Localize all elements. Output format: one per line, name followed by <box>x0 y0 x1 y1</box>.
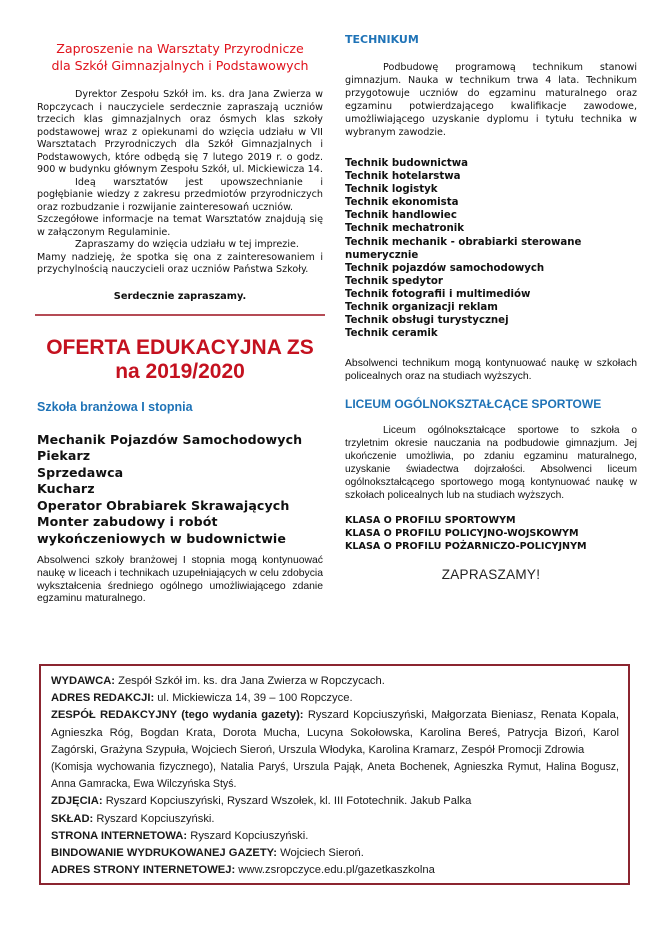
colophon-url <box>51 862 619 879</box>
branch-profession-item: Sprzedawca <box>37 464 124 480</box>
right-column <box>345 33 637 582</box>
invitation-signoff: Serdecznie zapraszamy. <box>113 290 247 302</box>
technikum-profession-item: Technik organizacji reklam <box>345 302 498 314</box>
team-value: Ryszard Kopciuszyński, Małgorzata Bieniasz, Renata Kopala, Agnieszka Róg, Bogdan Krata, Dorota Mucha, Lucyna Sokołowska, Karolina Bereś, Patrycja Bizoń, Karol Zagórski, Grażyna Szypuła, Wojciech Sieroń, Urszula Włodyka, Karolina Kramarz, Zespół Promocji Zdrowia <box>51 709 619 756</box>
photos-label: ZDJĘCIA: <box>51 795 103 808</box>
technikum-profession-item: Technik logistyk <box>345 184 438 196</box>
invitation-paragraph-3-cont: Mamy nadzieję, że spotka się ona z zainteresowaniem i przychylnością nauczycieli oraz uczniów Państwa Szkoły. <box>37 251 323 275</box>
branch-profession-item: Monter zabudowy i robót wykończeniowych w budownictwie <box>37 514 286 546</box>
colophon-publisher <box>51 673 619 690</box>
technikum-profession-item: Technik fotografii i multimediów <box>345 288 531 300</box>
binding-label: BINDOWANIE WYDRUKOWANEJ GAZETY: <box>51 847 278 860</box>
publisher-value: Zespół Szkół im. ks. dra Jana Zwierza w Ropczycach. <box>115 675 385 687</box>
branch-school-professions <box>37 432 323 548</box>
address-value: ul. Mickiewicza 14, 39 – 100 Ropczyce. <box>154 692 353 705</box>
offer-title-line1: OFERTA EDUKACYJNA ZS <box>46 335 314 359</box>
technikum-profession-item: Technik obsługi turystycznej <box>345 315 509 327</box>
left-column <box>37 40 323 606</box>
technikum-profession-item: Technik hotelarstwa <box>345 171 461 183</box>
invitation-title-line2: dla Szkół Gimnazjalnych i Podstawowych <box>51 58 309 73</box>
liceum-class-item: KLASA O PROFILU POLICYJNO-WOJSKOWYM <box>345 528 579 540</box>
team-label: ZESPÓŁ REDAKCYJNY (tego wydania gazety): <box>51 709 304 722</box>
invitation-paragraph-2-cont: Szczegółowe informacje na temat Warsztatów znajdują się w załączonym Regulaminie. <box>37 214 323 238</box>
technikum-profession-item: Technik ekonomista <box>345 197 459 209</box>
url-label: ADRES STRONY INTERNETOWEJ: <box>51 864 236 877</box>
branch-profession-item: Piekarz <box>37 448 91 463</box>
liceum-class-item: KLASA O PROFILU POŻARNICZO-POLICYJNYM <box>345 541 587 553</box>
liceum-description <box>345 424 637 502</box>
technikum-profession-item: Technik spedytor <box>345 275 443 287</box>
colophon-team <box>51 707 619 759</box>
layout-label: SKŁAD: <box>51 812 94 825</box>
publisher-label: WYDAWCA: <box>51 675 116 687</box>
liceum-title: LICEUM OGÓLNOKSZTAŁCĄCE SPORTOWE <box>345 397 602 412</box>
address-label: ADRES REDAKCJI: <box>51 692 155 705</box>
layout-value: Ryszard Kopciuszyński. <box>93 812 215 825</box>
website-label: STRONA INTERNETOWA: <box>51 829 188 842</box>
branch-school-note: Absolwenci szkoły branżowej I stopnia mogą kontynuować naukę w liceach i technikach uzupełniających w celu zdobycia wykształcenia średniego ogólnego umożliwiającego zdanie egzaminu maturalnego. <box>37 555 323 605</box>
url-value[interactable]: www.zsropczyce.edu.pl/gazetkaszkolna <box>235 864 435 877</box>
invitation-body <box>37 89 323 277</box>
branch-profession-item: Kucharz <box>37 481 95 496</box>
technikum-profession-item: Technik handlowiec <box>345 210 457 222</box>
technikum-description-text: Podbudowę programową technikum stanowi gimnazjum. Nauka w technikum trwa 4 lata. Technikum przygotowuje uczniów do egzaminu maturalnego oraz egzaminu potwierdzającego kwalifikacje zawodowe, umożliwiającego uzyskanie dyplomu i tytułu technika w wybranym zawodzie. <box>345 62 637 138</box>
technikum-profession-item: Technik pojazdów samochodowych <box>345 262 545 274</box>
colophon-box <box>39 664 630 885</box>
invitation-title <box>37 40 323 74</box>
photos-value: Ryszard Kopciuszyński, Ryszard Wszołek, kl. III Fototechnik. Jakub Palka <box>102 795 472 808</box>
binding-value: Wojciech Sieroń. <box>277 847 364 860</box>
liceum-classes <box>345 514 637 553</box>
liceum-description-text: Liceum ogólnokształcące sportowe to szkoła o trzyletnim okresie nauczania na podbudowie gimnazjum. Jej ukończenie umożliwia, po zdaniu egzaminu maturalnego, uzyskanie świadectwa dojrzałości. Absolwenci liceum ogólnokształcącego sportowego mogą kontynuować naukę w szkołach policealnych lub na studiach wyższych. <box>345 425 637 502</box>
section-divider <box>35 314 325 316</box>
liceum-class-item: KLASA O PROFILU SPORTOWYM <box>345 515 516 527</box>
technikum-profession-item: Technik mechanik - obrabiarki sterowane numerycznie <box>345 236 582 261</box>
technikum-profession-item: Technik budownictwa <box>345 158 469 169</box>
technikum-note: Absolwenci technikum mogą kontynuować naukę w szkołach policealnych oraz na studiach wyższych. <box>345 358 637 383</box>
invitation-paragraph-3: Zapraszamy do wzięcia udziału w tej imprezie. <box>75 239 299 250</box>
invitation-paragraph-1: Dyrektor Zespołu Szkół im. ks. dra Jana Zwierza w Ropczycach i nauczyciele serdecznie zapraszają uczniów trzecich klas gimnazjalnych oraz ósmych klas szkoły podstawowej wraz z opiekunami do wzięcia udziału w VII Warsztatach Przyrodniczych dla Szkół Gimnazjalnych i Podstawowych, które odbędą się 7 lutego 2019 r. o godz. 900 w budynku głównym Zespołu Szkół, ul. Mickiewicza 14. <box>37 89 323 175</box>
closing-invitation: ZAPRASZAMY! <box>441 567 541 583</box>
colophon-binding <box>51 845 619 862</box>
colophon-team-cont: (Komisja wychowania fizycznego), Natalia Paryś, Urszula Pająk, Aneta Bochenek, Agnieszka Rymut, Halina Bogusz, Anna Gamracka, Ewa Wilczyńska Styś. <box>51 761 619 791</box>
branch-profession-item: Operator Obrabiarek Skrawających <box>37 497 290 513</box>
offer-title <box>37 336 323 384</box>
colophon-photos <box>51 793 619 810</box>
colophon-address <box>51 690 619 707</box>
colophon-website <box>51 828 619 845</box>
branch-profession-item: Mechanik Pojazdów Samochodowych <box>37 431 303 447</box>
technikum-professions <box>345 157 637 340</box>
technikum-title: TECHNIKUM <box>345 33 419 46</box>
colophon-layout <box>51 811 619 828</box>
branch-school-title: Szkoła branżowa I stopnia <box>37 399 193 414</box>
technikum-description <box>345 61 637 139</box>
invitation-paragraph-2: Ideą warsztatów jest upowszechnianie i pogłębianie wiedzy z zakresu przedmiotów przyrodniczych oraz rozbudzanie i rozwijanie zainteresowań uczniów. <box>37 176 323 213</box>
invitation-title-line1: Zaproszenie na Warsztaty Przyrodnicze <box>56 41 304 56</box>
technikum-profession-item: Technik ceramik <box>345 328 438 340</box>
technikum-profession-item: Technik mechatronik <box>345 223 464 235</box>
offer-title-line2: na 2019/2020 <box>115 359 245 383</box>
website-value: Ryszard Kopciuszyński. <box>187 829 309 842</box>
